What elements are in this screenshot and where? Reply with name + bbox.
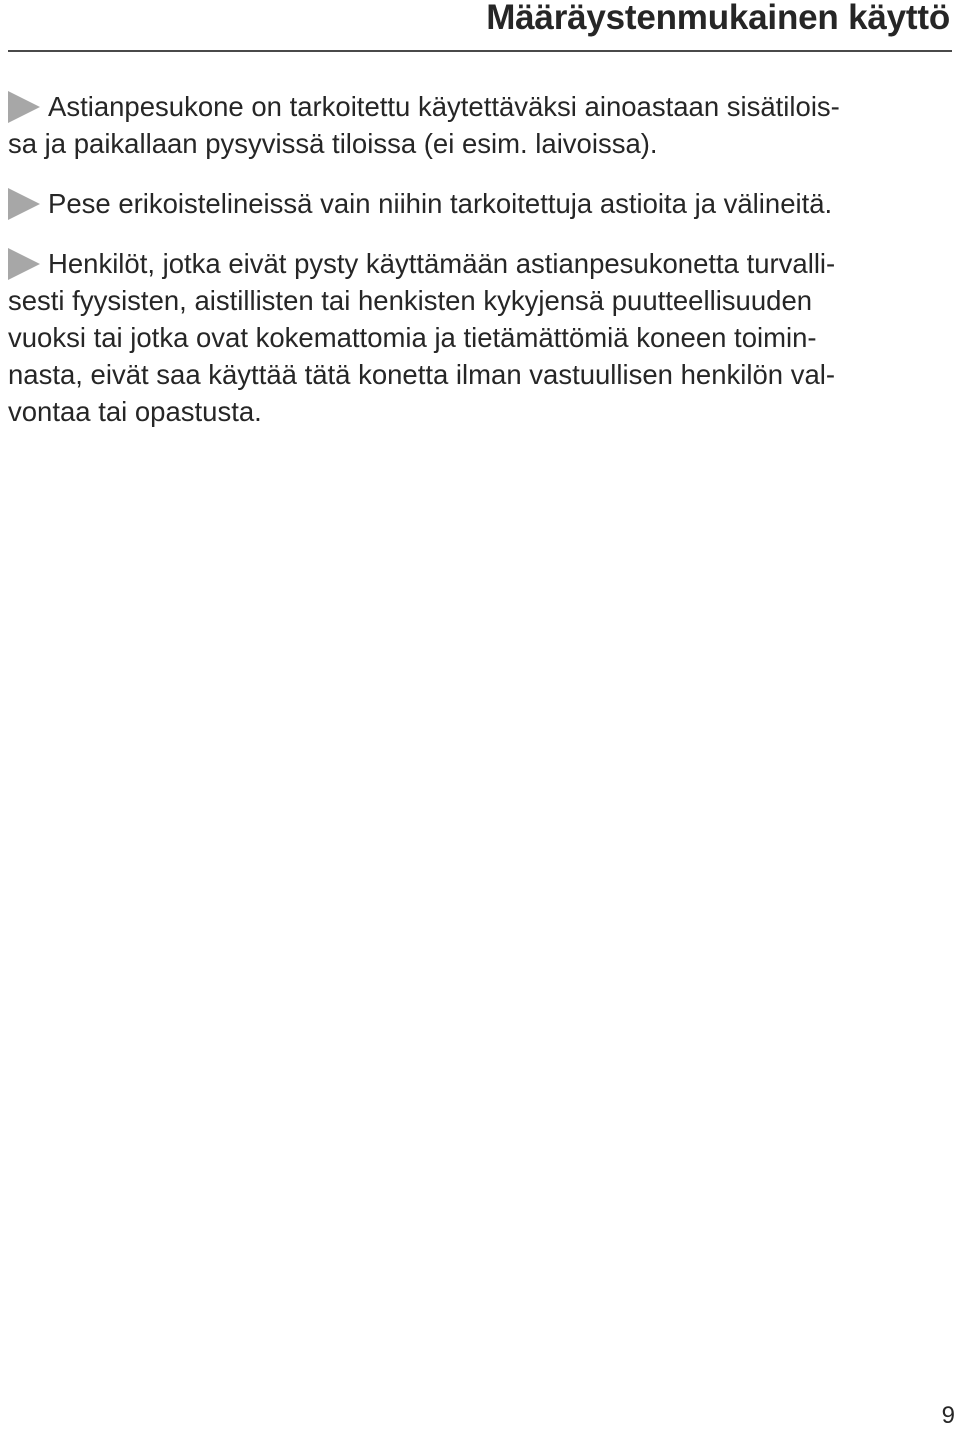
paragraph-special-racks (8, 185, 940, 222)
paragraph-line: vuoksi tai jotka ovat kokemattomia ja tietämättömiä koneen toimin- (8, 322, 817, 353)
triangle-bullet-icon (8, 91, 40, 123)
paragraph-line: nasta, eivät saa käyttää tätä konetta ilman vastuullisen henkilön val- (8, 359, 836, 390)
content-body (8, 88, 940, 430)
triangle-bullet-icon (8, 188, 40, 220)
page-title: Määräystenmukainen käyttö (486, 0, 950, 37)
paragraph-line (8, 245, 940, 282)
paragraph-indoor-use (8, 88, 940, 162)
paragraph-line (8, 88, 940, 125)
paragraph-line: vontaa tai opastusta. (8, 396, 262, 427)
triangle-bullet-icon (8, 248, 40, 280)
paragraph-line-text: Pese erikoistelineissä vain niihin tarkoitettuja astioita ja välineitä. (48, 188, 833, 219)
paragraph-supervision (8, 245, 940, 430)
paragraph-line-text: Astianpesukone on tarkoitettu käytettäväksi ainoastaan sisätilois- (48, 91, 840, 122)
page-header (8, 0, 952, 52)
paragraph-line (8, 185, 940, 222)
page-number: 9 (941, 1402, 955, 1429)
paragraph-line: sa ja paikallaan pysyvissä tiloissa (ei esim. laivoissa). (8, 128, 658, 159)
paragraph-line: sesti fyysisten, aistillisten tai henkisten kykyjensä puutteellisuuden (8, 285, 813, 316)
paragraph-line-text: Henkilöt, jotka eivät pysty käyttämään astianpesukonetta turvalli- (48, 248, 836, 279)
